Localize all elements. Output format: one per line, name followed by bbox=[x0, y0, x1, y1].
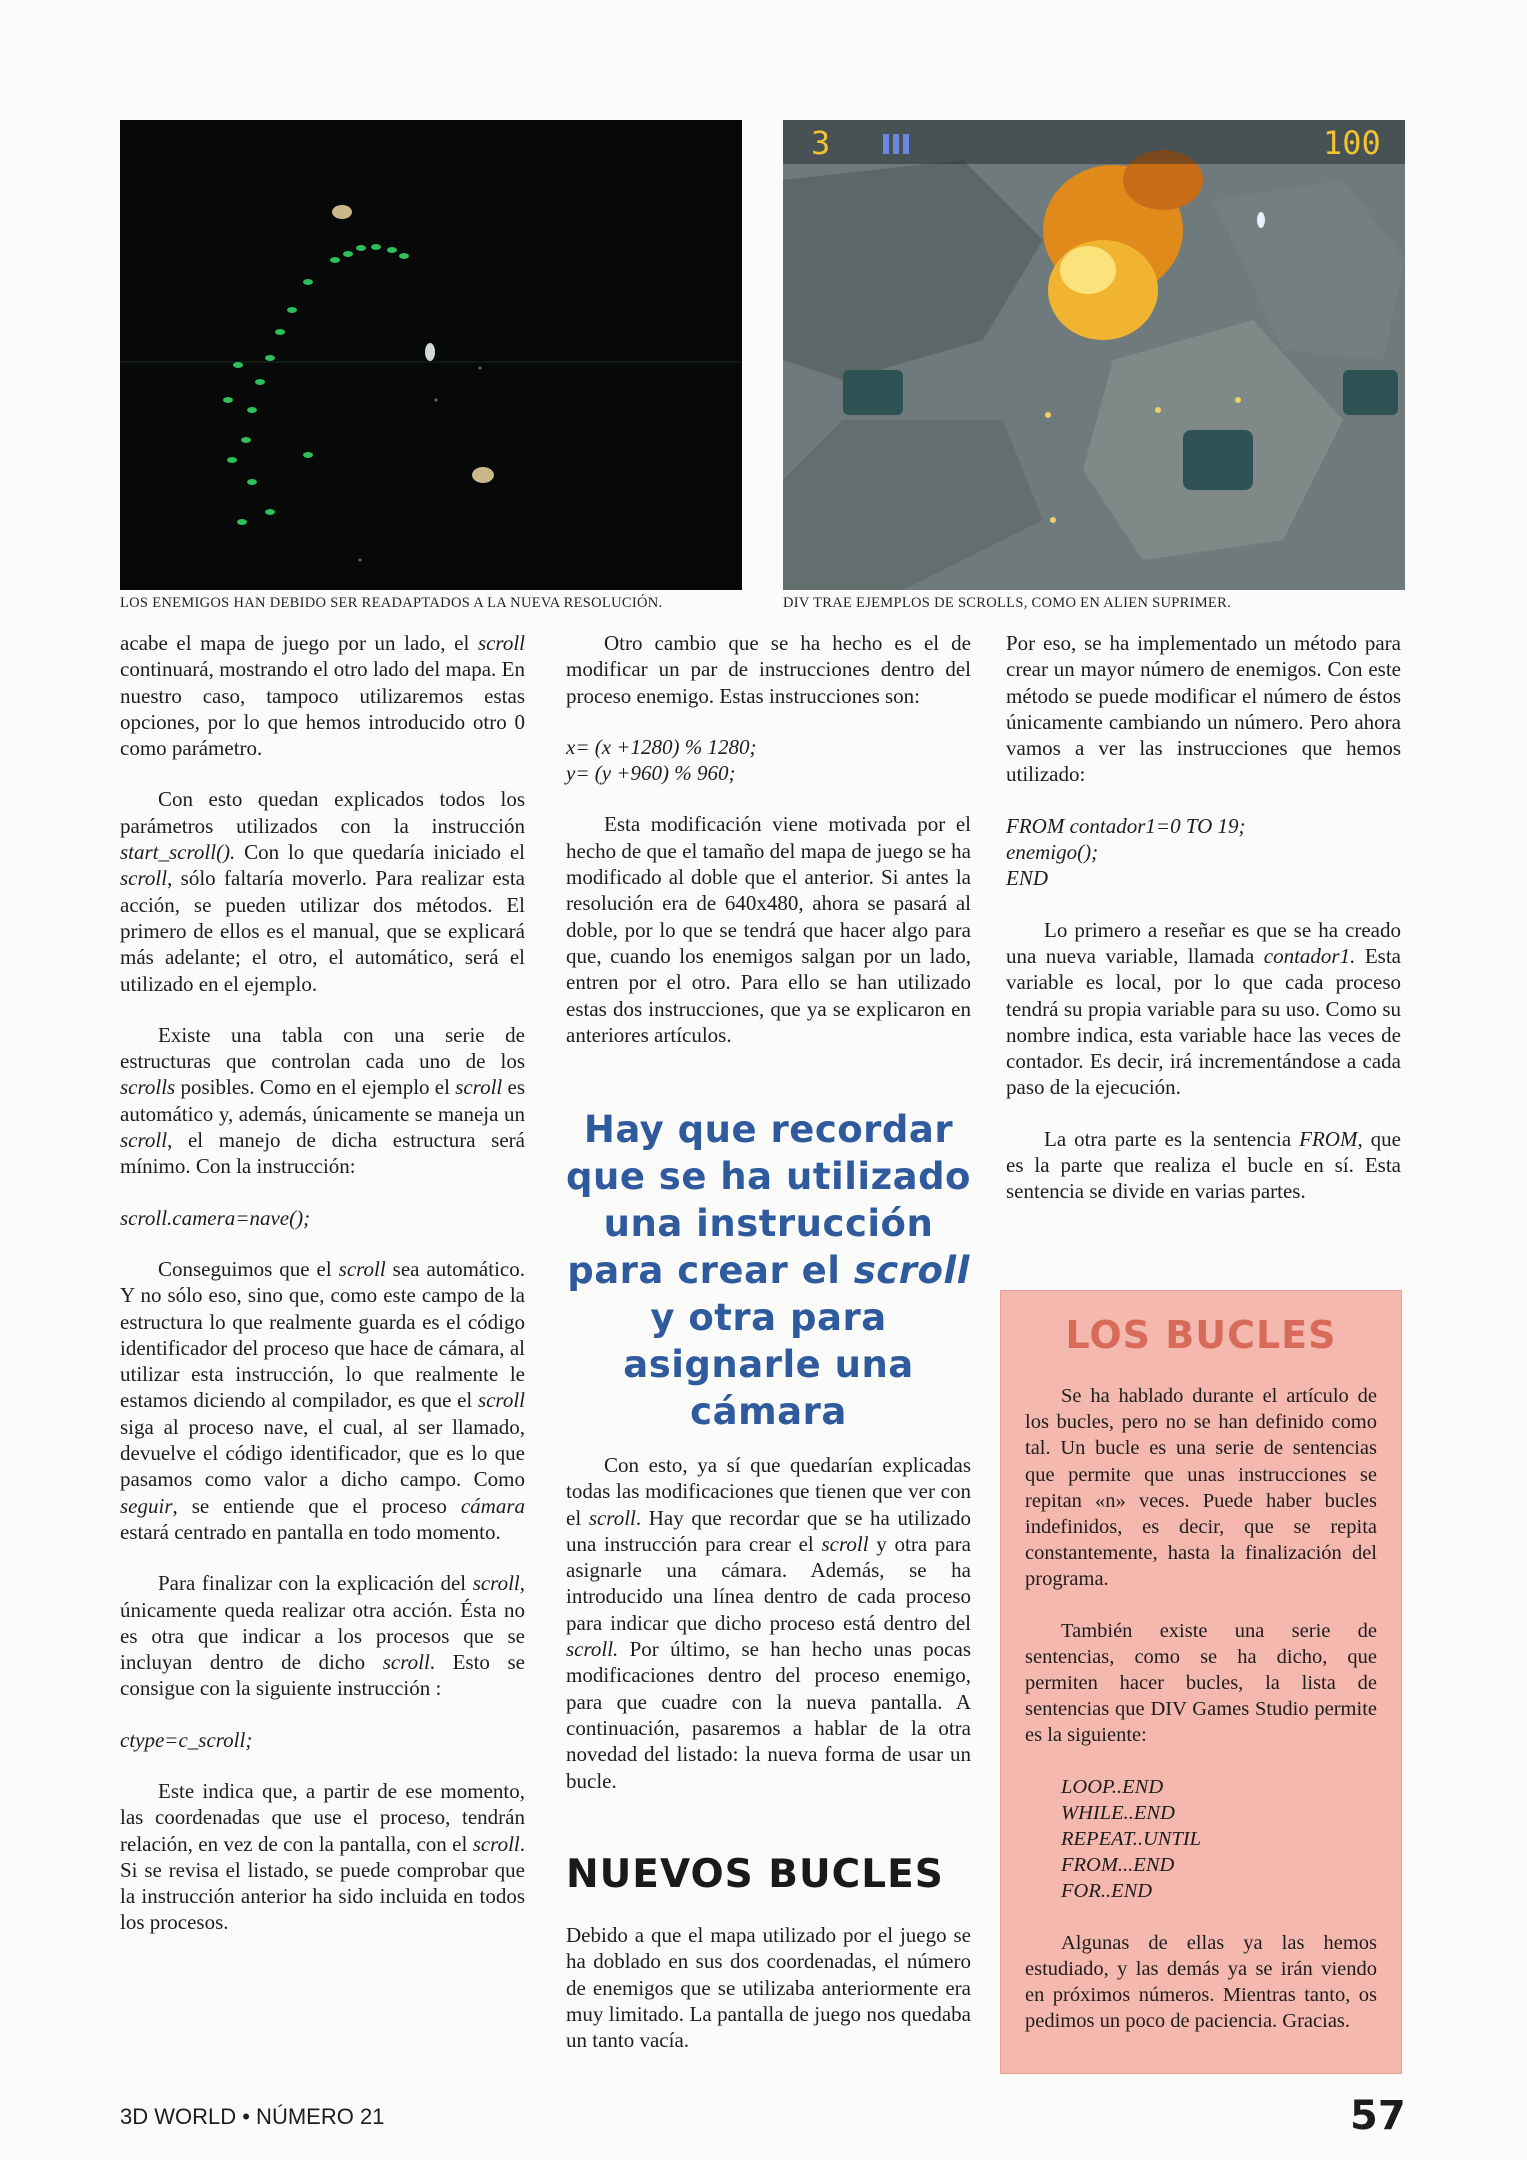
loop-item: LOOP..END bbox=[1061, 1775, 1164, 1798]
col3-code-enemigo: enemigo(); bbox=[1006, 840, 1099, 865]
loop-item: REPEAT..UNTIL bbox=[1061, 1828, 1202, 1851]
sidebar-paragraph-1: Se ha hablado durante el artículo de los bucles, pero no se han definido como tal. Un bucle es una serie de sentencias que permite que unas instrucciones se repitan «n» veces. Puede haber bucles indefinidos, es decir, que se repita constantemente, hasta la finalización del programa. bbox=[1025, 1385, 1377, 1591]
left-image-caption: LOS ENEMIGOS HAN DEBIDO SER READAPTADOS A LA NUEVA RESOLUCIÓN. bbox=[120, 595, 663, 611]
col1-paragraph-3: Existe una tabla con una serie de estructuras que controlan cada uno de los scrolls posibles. Como en el ejemplo el scroll es automático y, además, únicamente se maneja un scroll, el manejo de dicha estructura será mínimo. Con la instrucción: bbox=[120, 1022, 525, 1179]
col3-code-from: FROM contador1=0 TO 19; bbox=[1006, 813, 1246, 838]
loop-item: WHILE..END bbox=[1061, 1801, 1175, 1824]
hud-score: 100 bbox=[1323, 124, 1381, 162]
column-2-lower bbox=[566, 1452, 971, 1819]
col1-code-ctype: ctype=c_scroll; bbox=[120, 1727, 253, 1752]
page-number: 57 bbox=[1350, 2093, 1406, 2139]
col3-paragraph-2: Lo primero a reseñar es que se ha creado una nueva variable, llamada contador1. Esta variable es local, por lo que cada proceso tendrá su propia variable para su uso. Como su nombre indica, esta variable hace las veces de contador. Es decir, irá incrementándose a cada paso de la ejecución. bbox=[1006, 917, 1401, 1100]
sidebar-body bbox=[1025, 1383, 1377, 2059]
col1-paragraph-6: Este indica que, a partir de ese momento, las coordenadas que use el proceso, tendrán relación, en vez de con la pantalla, con el scroll. Si se revisa el listado, se puede comprobar que la instrucción anterior ha sido incluida en todos los procesos. bbox=[120, 1778, 525, 1935]
col1-paragraph-1: acabe el mapa de juego por un lado, el scroll continuará, mostrando el otro lado del mapa. En nuestro caso, tampoco utilizaremos estas opciones, por lo que hemos introducido otro 0 como parámetro. bbox=[120, 631, 525, 761]
col1-paragraph-2: Con esto quedan explicados todos los parámetros utilizados con la instrucción start_scroll(). Con lo que quedaría iniciado el scroll, sólo faltaría moverlo. Para realizar esta acción, se pueden utilizar dos métodos. El primero de ellos es el manual, que se explicará más adelante; el otro, el automático, será el utilizado en el ejemplo. bbox=[120, 787, 525, 996]
column-2 bbox=[566, 630, 971, 1073]
col1-code-camera: scroll.camera=nave(); bbox=[120, 1205, 311, 1230]
col1-paragraph-4: Conseguimos que el scroll sea automático. Y no sólo eso, sino que, como este campo de la estructura lo que realmente guarda es el código identificador del proceso que hace de cámara, al utilizar esta instrucción, lo que realmente le estamos diciendo al compilador, es que el scroll siga al proceso nave, el cual, al ser llamado, devuelve el código identificador, que es lo que pasamos como valor a dicho campo. Como seguir, se entiende que el proceso cámara estará centrado en pantalla en todo momento. bbox=[120, 1256, 525, 1544]
hud-lives: 3 bbox=[811, 124, 831, 162]
sidebar-title: LOS BUCLES bbox=[1065, 1313, 1337, 1357]
col2-code-x: x= (x +1280) % 1280; bbox=[566, 734, 757, 759]
col1-paragraph-5: Para finalizar con la explicación del scroll, únicamente queda realizar otra acción. Ésta no es otra que indicar a los procesos que se incluyan dentro de dicho scroll. Esto se consigue con la siguiente instrucción : bbox=[120, 1571, 525, 1701]
column-1 bbox=[120, 630, 525, 1961]
sidebar-los-bucles bbox=[1000, 1290, 1402, 2074]
col2-paragraph-3: Con esto, ya sí que quedarían explicadas todas las modificaciones que tienen que ver con el scroll. Hay que recordar que se ha utilizado una instrucción para crear el scroll y otra para asignarle una cámara. Además, se ha introducido una línea dentro de cada proceso para indicar que dicho proceso está dentro del scroll. Por último, se han hecho unas pocas modificaciones dentro del proceso enemigo, para que cuadre con la nueva pantalla. A continuación, pasaremos a hablar de la otra novedad del listado: la nueva forma de usar un bucle. bbox=[566, 1453, 971, 1793]
col2-paragraph-2: Esta modificación viene motivada por el hecho de que el tamaño del mapa de juego se ha modificado al doble que el anterior. Si antes la resolución era de 640x480, ahora se pasará al doble, por lo que se tendrá que hacer algo para que, cuando los enemigos salgan por un lado, entren por el otro. Para ello se han utilizado estas dos instrucciones, que ya se explicaron en anteriores artículos. bbox=[566, 812, 971, 1047]
enemies-screenshot-art bbox=[120, 120, 742, 590]
enemies-screenshot bbox=[120, 120, 742, 590]
column-3 bbox=[1006, 630, 1401, 1230]
magazine-footer: 3D WORLD • NÚMERO 21 bbox=[120, 2104, 385, 2129]
alien-suprimer-art bbox=[783, 120, 1405, 590]
col3-paragraph-1: Por eso, se ha implementado un método para crear un mayor número de enemigos. Con este método se puede modificar el número de éstos únicamente cambiando un número. Pero ahora vamos a ver las instrucciones que hemos utilizado: bbox=[1006, 631, 1401, 787]
column-2-bottom bbox=[566, 1922, 971, 2078]
sidebar-paragraph-3: Algunas de ellas ya las hemos estudiado, y las demás ya se irán viendo en próximos números. Mientras tanto, os pedimos un poco de paciencia. Gracias. bbox=[1025, 1931, 1377, 2033]
loop-item: FROM...END bbox=[1061, 1854, 1175, 1877]
col3-paragraph-3: La otra parte es la sentencia FROM, que es la parte que realiza el bucle en sí. Esta sentencia se divide en varias partes. bbox=[1006, 1126, 1401, 1204]
col2-paragraph-1: Otro cambio que se ha hecho es el de modificar un par de instrucciones dentro del proceso enemigo. Estas instrucciones son: bbox=[566, 631, 971, 708]
pull-quote: Hay que recordar que se ha utilizado una instrucción para crear el scroll y otra para asignarle una cámara bbox=[566, 1108, 971, 1433]
section-heading-nuevos-bucles: NUEVOS BUCLES bbox=[566, 1852, 944, 1897]
sidebar-loop-list bbox=[1025, 1774, 1377, 1905]
col2-paragraph-4: Debido a que el mapa utilizado por el juego se ha doblado en sus dos coordenadas, el número de enemigos que se utilizaba anteriormente era muy limitado. La pantalla de juego nos quedaba un tanto vacía. bbox=[566, 1923, 971, 2053]
col3-code-end: END bbox=[1006, 866, 1048, 891]
alien-suprimer-screenshot bbox=[783, 120, 1405, 590]
col2-code-y: y= (y +960) % 960; bbox=[566, 761, 736, 786]
sidebar-paragraph-2: También existe una serie de sentencias, como se ha dicho, que permiten hacer bucles, la lista de sentencias que DIV Games Studio permite es la siguiente: bbox=[1025, 1619, 1377, 1747]
loop-item: FOR..END bbox=[1061, 1880, 1153, 1903]
right-image-caption: DIV TRAE EJEMPLOS DE SCROLLS, COMO EN ALIEN SUPRIMER. bbox=[783, 595, 1231, 611]
